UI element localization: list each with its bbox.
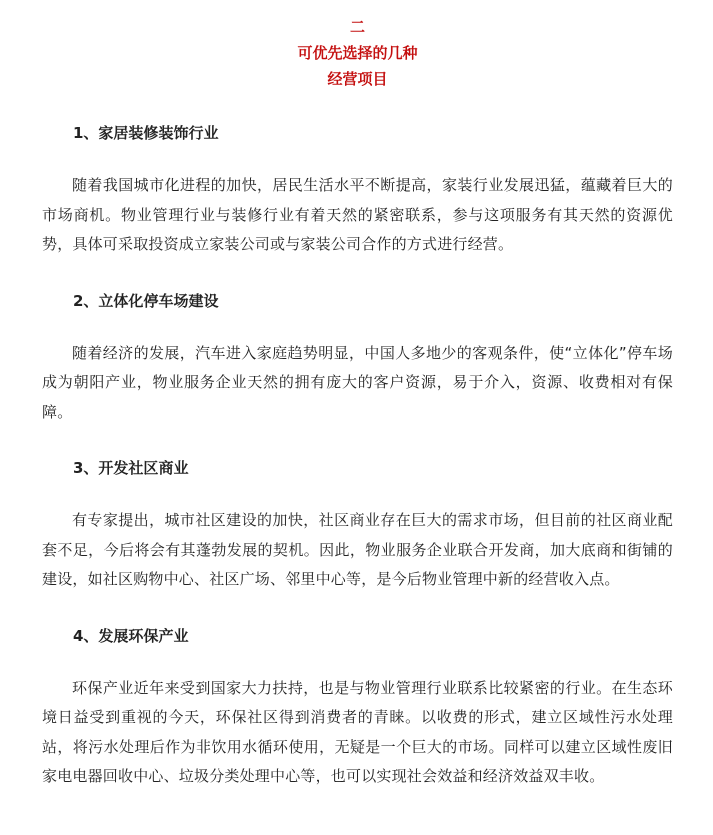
section-heading-1: 1、家居装修装饰行业: [73, 124, 219, 142]
section-paragraph-3: 有专家提出，城市社区建设的加快，社区商业存在巨大的需求市场，但目前的社区商业配套不足，今后将会有其蓬勃发展的契机。因此，物业服务企业联合开发商，加大底商和街铺的建设，如社区购物中心、社区广场、邻里中心等，是今后物业管理中新的经营收入点。: [42, 511, 673, 588]
title-line-3: 经营项目: [327, 70, 388, 88]
section-heading-3: 3、开发社区商业: [73, 459, 189, 477]
article-title: [42, 0, 673, 92]
section-heading-4: 4、发展环保产业: [73, 626, 189, 645]
section-paragraph-2: 随着经济的发展，汽车进入家庭趋势明显，中国人多地少的客观条件，使“立体化”停车场成为朝阳产业，物业服务企业天然的拥有庞大的客户资源，易于介入，资源、收费相对有保障。: [42, 343, 673, 421]
section-heading-2: 2、立体化停车场建设: [73, 291, 219, 310]
section-paragraph-4: 环保产业近年来受到国家大力扶持，也是与物业管理行业联系比较紧密的行业。在生态环境日益受到重视的今天，环保社区得到消费者的青睐。以收费的形式，建立区域性污水处理站，将污水处理后作为非饮用水循环使用，无疑是一个巨大的市场。同样可以建立区域性废旧家电电器回收中心、垃圾分类处理中心等，也可以实现社会效益和经济效益双丰收。: [42, 678, 673, 785]
section-paragraph-1: 随着我国城市化进程的加快，居民生活水平不断提高，家装行业发展迅猛，蕴藏着巨大的市场商机。物业管理行业与装修行业有着天然的紧密联系，参与这项服务有其天然的资源优势，具体可采取投资成立家装公司或与家装公司合作的方式进行经营。: [42, 176, 673, 253]
title-line-2: 可优先选择的几种: [297, 44, 418, 62]
title-numeral: 二: [349, 18, 365, 36]
